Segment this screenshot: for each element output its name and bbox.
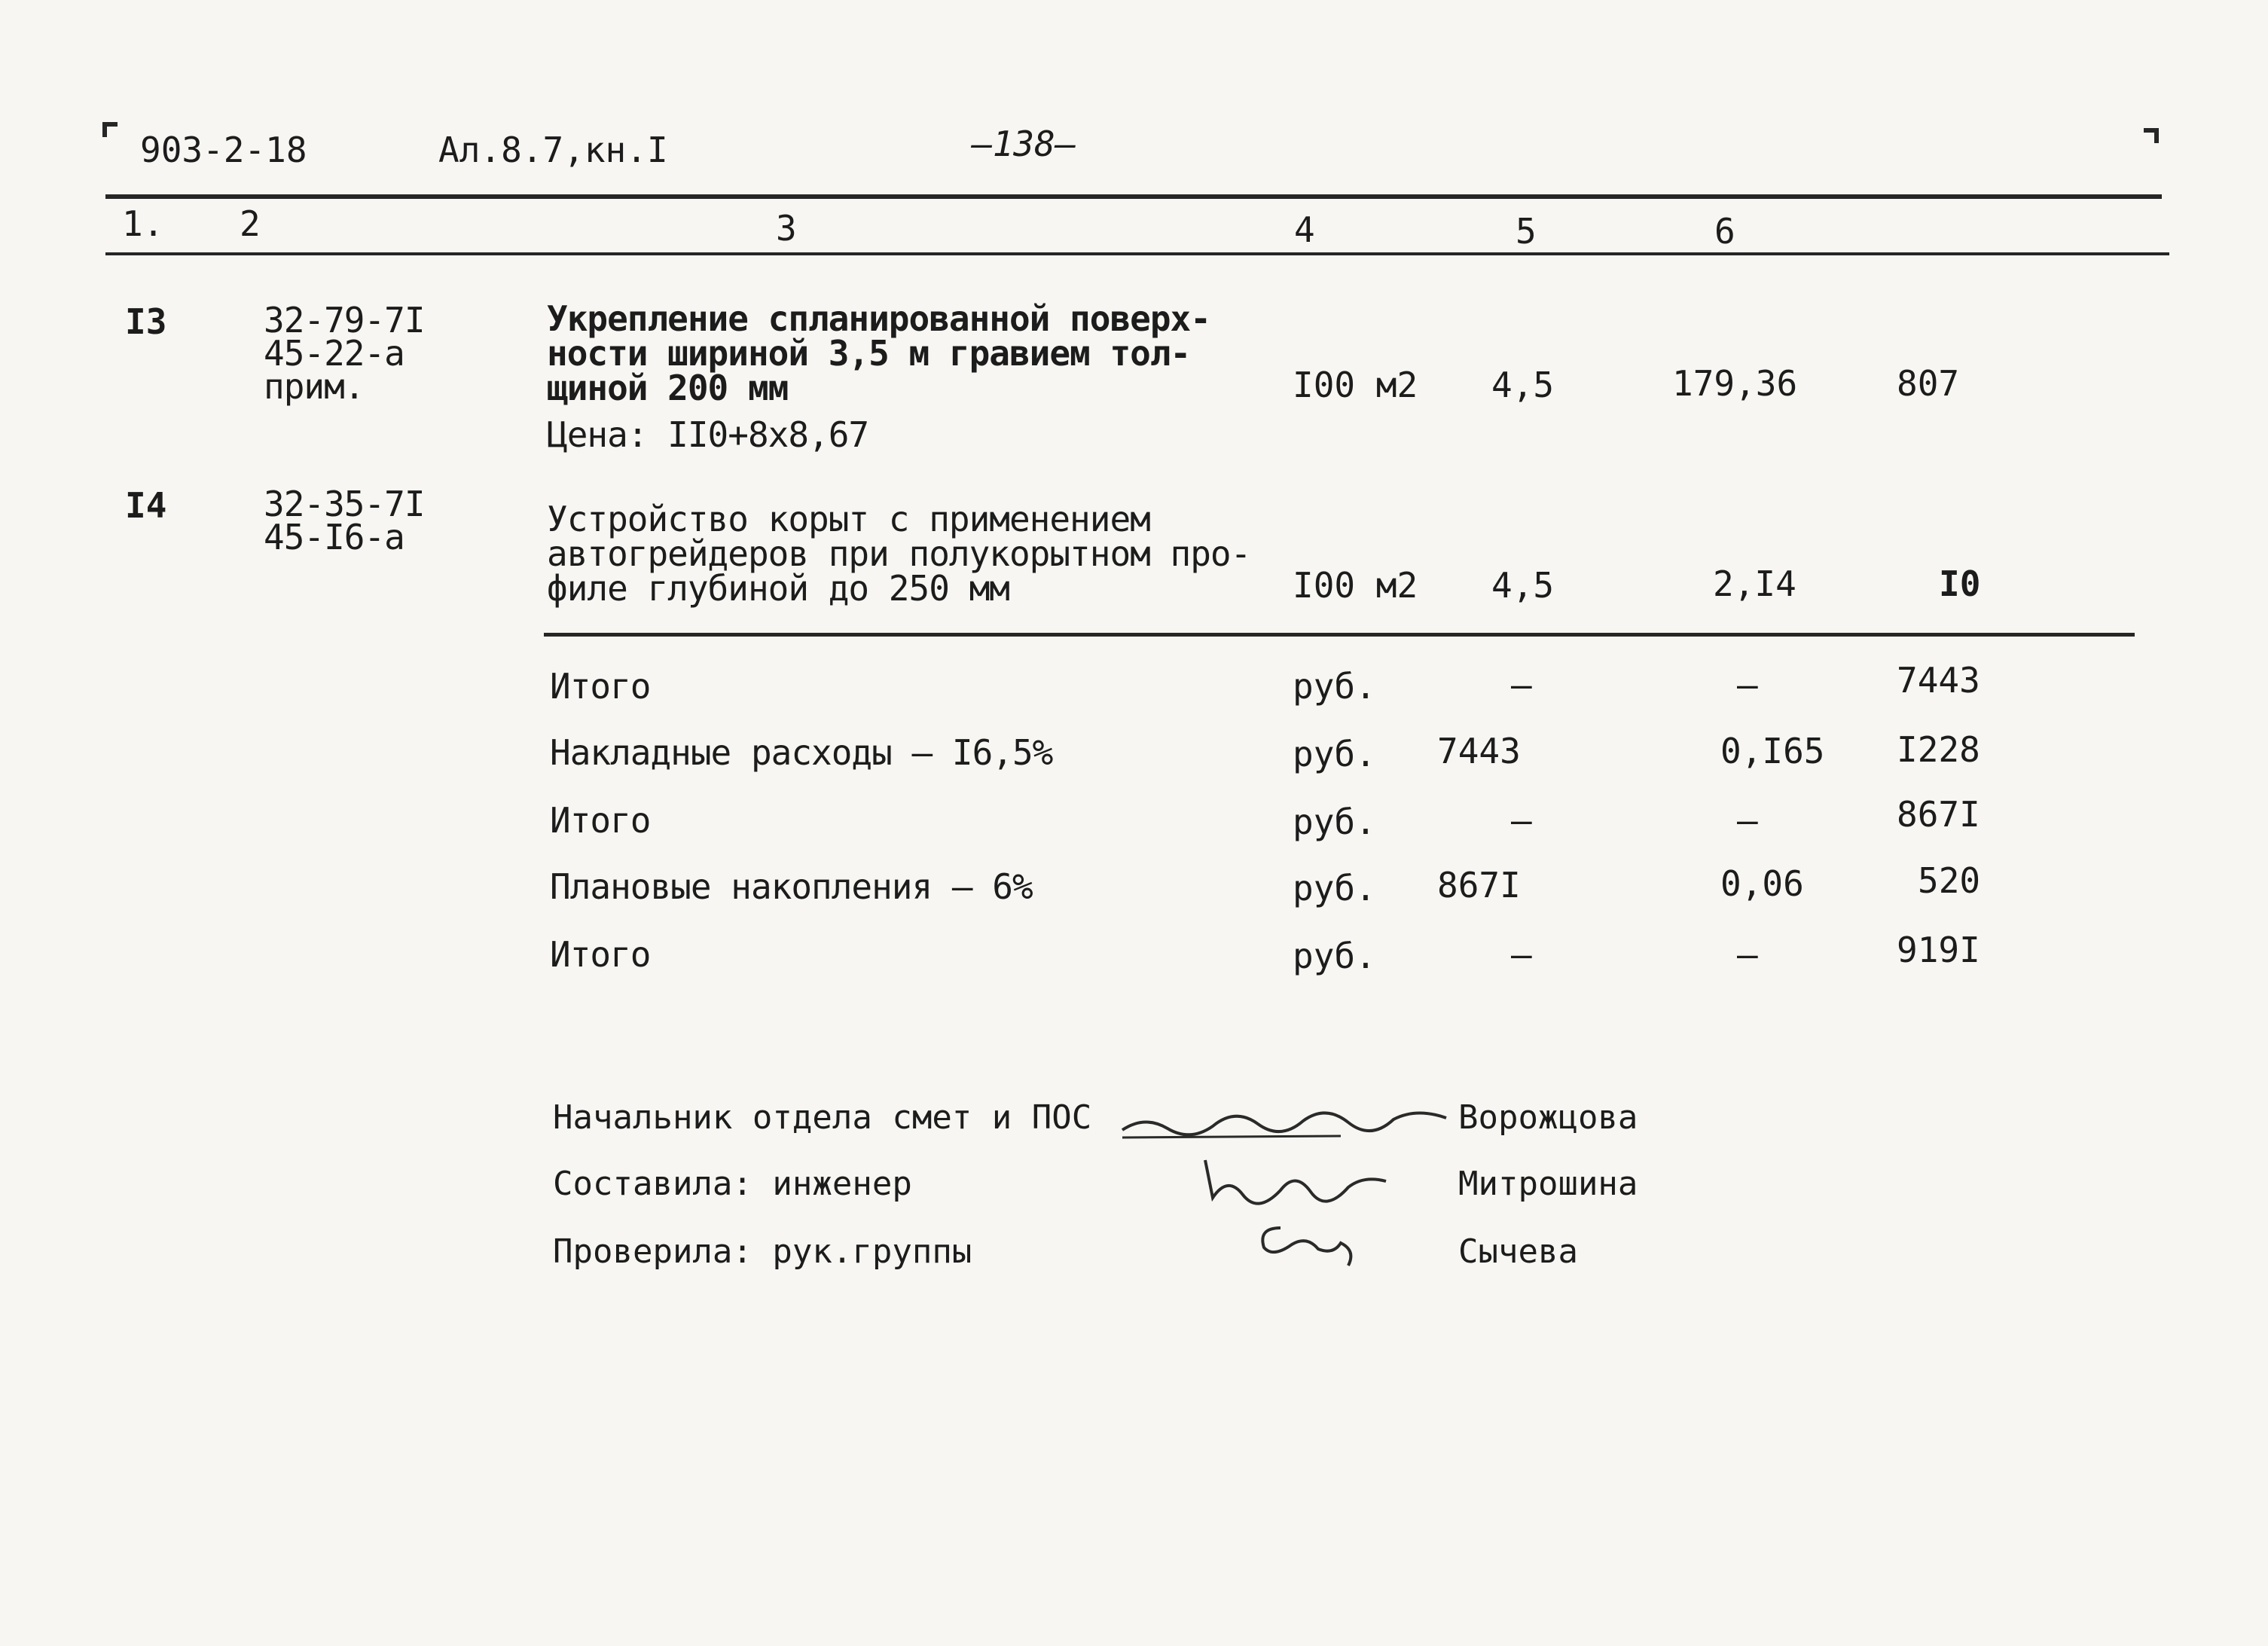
handwritten-signature-3	[1250, 1205, 1401, 1273]
summary-rate: 0,I65	[1720, 731, 1825, 771]
row-rate: 179,36	[1672, 363, 1798, 404]
page-number: —138—	[972, 124, 1076, 164]
handwritten-signature-2	[1198, 1145, 1409, 1213]
signature-role: Проверила: рук.группы	[553, 1232, 972, 1271]
signature-role: Начальник отдела смет и ПОС	[553, 1098, 1092, 1137]
handwritten-signature-1	[1115, 1085, 1461, 1153]
summary-label: Накладные расходы – I6,5%	[550, 732, 1053, 773]
header-rule-top	[105, 194, 2162, 199]
row-code: 32-35-7I	[264, 484, 425, 524]
row-description-line: филе глубиной до 250 мм	[547, 568, 1009, 609]
summary-total: 867I	[1897, 794, 1980, 835]
row-number: I3	[125, 301, 167, 342]
header-rule-bottom	[105, 252, 2169, 255]
column-number-5: 5	[1516, 211, 1537, 252]
summary-unit: руб.	[1293, 666, 1376, 707]
summary-base: —	[1511, 934, 1532, 975]
corner-mark-left	[102, 122, 118, 137]
totals-separator	[544, 633, 2135, 637]
summary-unit: руб.	[1293, 868, 1376, 909]
row-description-line: щиной 200 мм	[547, 368, 789, 408]
summary-unit: руб.	[1293, 734, 1376, 774]
row-unit: I00 м2	[1293, 365, 1418, 405]
corner-mark-right	[2144, 128, 2159, 143]
summary-total: 919I	[1897, 930, 1980, 970]
summary-rate: —	[1737, 934, 1758, 975]
summary-base: 867I	[1437, 865, 1521, 905]
row-number: I4	[125, 485, 167, 526]
row-code: 32-79-7I	[264, 300, 425, 340]
row-code: прим.	[264, 366, 365, 407]
project-code: 903-2-18	[140, 130, 307, 170]
summary-base: 7443	[1437, 731, 1521, 771]
summary-unit: руб.	[1293, 936, 1376, 976]
column-number-4: 4	[1294, 209, 1315, 250]
summary-label: Итого	[550, 800, 651, 841]
row-quantity: 4,5	[1491, 365, 1555, 405]
album-reference: Ал.8.7,кн.I	[438, 130, 668, 170]
row-description-line: Укрепление спланированной поверх-	[547, 298, 1210, 339]
row-quantity: 4,5	[1491, 565, 1555, 606]
column-number-1: 1.	[122, 203, 164, 244]
signature-name: Сычева	[1458, 1232, 1578, 1271]
row-description-line: автогрейдеров при полукорытном про-	[547, 533, 1251, 574]
signature-name: Ворожцова	[1458, 1098, 1638, 1137]
row-unit: I00 м2	[1293, 565, 1418, 606]
summary-rate: —	[1737, 664, 1758, 705]
row-description-line: Устройство корыт с применением	[547, 499, 1150, 539]
row-total: 807	[1897, 363, 1960, 404]
column-number-6: 6	[1714, 211, 1735, 252]
row-code: 45-22-а	[264, 333, 404, 374]
row-description-line: ности шириной 3,5 м гравием тол-	[547, 333, 1191, 374]
column-number-3: 3	[776, 208, 797, 249]
row-total: I0	[1939, 563, 1981, 604]
summary-total: 520	[1918, 860, 1981, 901]
signature-name: Митрошина	[1458, 1165, 1638, 1203]
row-rate: 2,I4	[1713, 563, 1796, 604]
row-code: 45-I6-а	[264, 517, 404, 557]
summary-total: 7443	[1897, 660, 1980, 701]
summary-base: —	[1511, 800, 1532, 841]
column-number-2: 2	[240, 203, 261, 244]
summary-total: I228	[1897, 729, 1980, 770]
signature-role: Составила: инженер	[553, 1165, 912, 1203]
price-note: Цена: II0+8х8,67	[547, 414, 869, 455]
summary-rate: —	[1737, 800, 1758, 841]
summary-label: Итого	[550, 934, 651, 975]
summary-label: Итого	[550, 666, 651, 707]
summary-rate: 0,06	[1720, 863, 1804, 904]
summary-base: —	[1511, 664, 1532, 705]
summary-label: Плановые накопления – 6%	[550, 866, 1033, 907]
summary-unit: руб.	[1293, 802, 1376, 842]
